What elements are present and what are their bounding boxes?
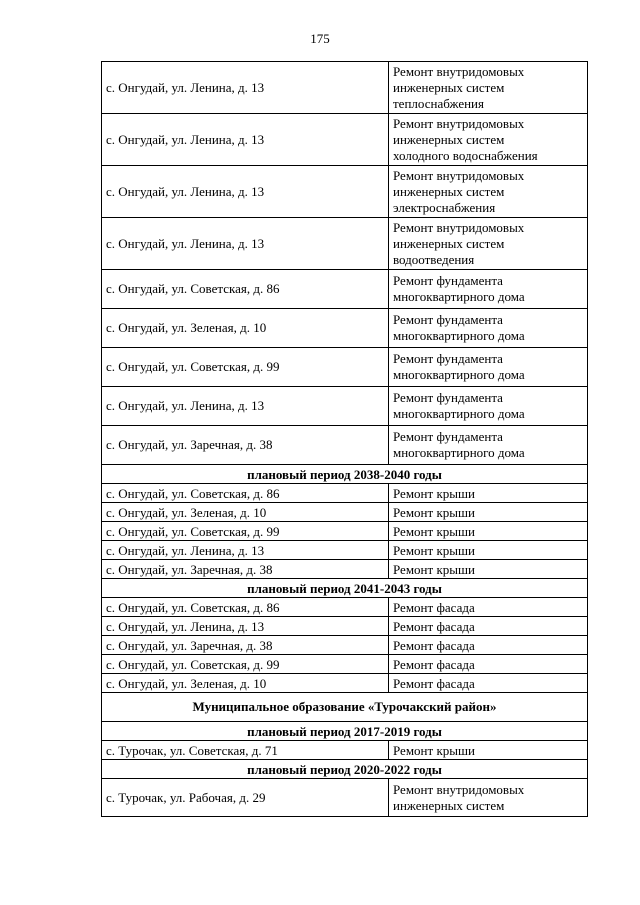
- section-header-row: [102, 760, 588, 779]
- address-cell: с. Онгудай, ул. Ленина, д. 13: [102, 114, 389, 166]
- table-row: [102, 655, 588, 674]
- section-title: Муниципальное образование «Турочакский район»: [102, 693, 588, 722]
- section-title: плановый период 2017-2019 годы: [102, 722, 588, 741]
- work-type-cell: Ремонт фасада: [389, 617, 588, 636]
- address-cell: с. Онгудай, ул. Ленина, д. 13: [102, 387, 389, 426]
- address-cell: с. Онгудай, ул. Ленина, д. 13: [102, 62, 389, 114]
- section-header-row: [102, 579, 588, 598]
- section-header-row: [102, 465, 588, 484]
- address-cell: с. Онгудай, ул. Заречная, д. 38: [102, 560, 389, 579]
- address-cell: с. Онгудай, ул. Зеленая, д. 10: [102, 674, 389, 693]
- page-number: 175: [310, 31, 330, 46]
- table-row: [102, 598, 588, 617]
- section-title: плановый период 2020-2022 годы: [102, 760, 588, 779]
- table-row: [102, 541, 588, 560]
- work-type-cell: Ремонт крыши: [389, 484, 588, 503]
- work-type-cell: Ремонт фундамента многоквартирного дома: [389, 348, 588, 387]
- table-row: [102, 560, 588, 579]
- table-row: [102, 387, 588, 426]
- work-type-cell: Ремонт крыши: [389, 522, 588, 541]
- section-title: плановый период 2038-2040 годы: [102, 465, 588, 484]
- table-row: [102, 426, 588, 465]
- address-cell: с. Онгудай, ул. Зеленая, д. 10: [102, 309, 389, 348]
- address-cell: с. Онгудай, ул. Зеленая, д. 10: [102, 503, 389, 522]
- work-type-cell: Ремонт внутридомовых инженерных систем теплоснабжения: [389, 62, 588, 114]
- work-type-cell: Ремонт крыши: [389, 560, 588, 579]
- address-cell: с. Онгудай, ул. Советская, д. 86: [102, 270, 389, 309]
- table-row: [102, 270, 588, 309]
- address-cell: с. Онгудай, ул. Заречная, д. 38: [102, 636, 389, 655]
- work-type-cell: Ремонт фасада: [389, 636, 588, 655]
- section-title: плановый период 2041-2043 годы: [102, 579, 588, 598]
- work-type-cell: Ремонт фундамента многоквартирного дома: [389, 270, 588, 309]
- address-cell: с. Онгудай, ул. Советская, д. 99: [102, 348, 389, 387]
- work-type-cell: Ремонт фундамента многоквартирного дома: [389, 309, 588, 348]
- address-cell: с. Онгудай, ул. Ленина, д. 13: [102, 166, 389, 218]
- address-cell: с. Онгудай, ул. Советская, д. 99: [102, 522, 389, 541]
- section-header-row: [102, 693, 588, 722]
- table-row: [102, 114, 588, 166]
- address-cell: с. Онгудай, ул. Заречная, д. 38: [102, 426, 389, 465]
- table-row: [102, 503, 588, 522]
- table-row: [102, 348, 588, 387]
- work-type-cell: Ремонт фундамента многоквартирного дома: [389, 426, 588, 465]
- work-type-cell: Ремонт крыши: [389, 503, 588, 522]
- repair-schedule-body: [102, 62, 588, 817]
- address-cell: с. Турочак, ул. Советская, д. 71: [102, 741, 389, 760]
- work-type-cell: Ремонт внутридомовых инженерных систем холодного водоснабжения: [389, 114, 588, 166]
- address-cell: с. Онгудай, ул. Ленина, д. 13: [102, 617, 389, 636]
- work-type-cell: Ремонт фасада: [389, 674, 588, 693]
- work-type-cell: Ремонт внутридомовых инженерных систем электроснабжения: [389, 166, 588, 218]
- address-cell: с. Онгудай, ул. Ленина, д. 13: [102, 541, 389, 560]
- table-row: [102, 62, 588, 114]
- table-row: [102, 166, 588, 218]
- address-cell: с. Турочак, ул. Рабочая, д. 29: [102, 779, 389, 817]
- repair-schedule-table: [101, 61, 588, 817]
- table-row: [102, 218, 588, 270]
- table-row: [102, 674, 588, 693]
- table-row: [102, 636, 588, 655]
- table-row: [102, 741, 588, 760]
- address-cell: с. Онгудай, ул. Ленина, д. 13: [102, 218, 389, 270]
- work-type-cell: Ремонт крыши: [389, 741, 588, 760]
- work-type-cell: Ремонт крыши: [389, 541, 588, 560]
- work-type-cell: Ремонт внутридомовых инженерных систем: [389, 779, 588, 817]
- table-row: [102, 617, 588, 636]
- work-type-cell: Ремонт фундамента многоквартирного дома: [389, 387, 588, 426]
- work-type-cell: Ремонт фасада: [389, 598, 588, 617]
- address-cell: с. Онгудай, ул. Советская, д. 86: [102, 484, 389, 503]
- table-row: [102, 309, 588, 348]
- section-header-row: [102, 722, 588, 741]
- table-row: [102, 484, 588, 503]
- table-row: [102, 522, 588, 541]
- address-cell: с. Онгудай, ул. Советская, д. 99: [102, 655, 389, 674]
- table-row: [102, 779, 588, 817]
- work-type-cell: Ремонт внутридомовых инженерных систем водоотведения: [389, 218, 588, 270]
- work-type-cell: Ремонт фасада: [389, 655, 588, 674]
- address-cell: с. Онгудай, ул. Советская, д. 86: [102, 598, 389, 617]
